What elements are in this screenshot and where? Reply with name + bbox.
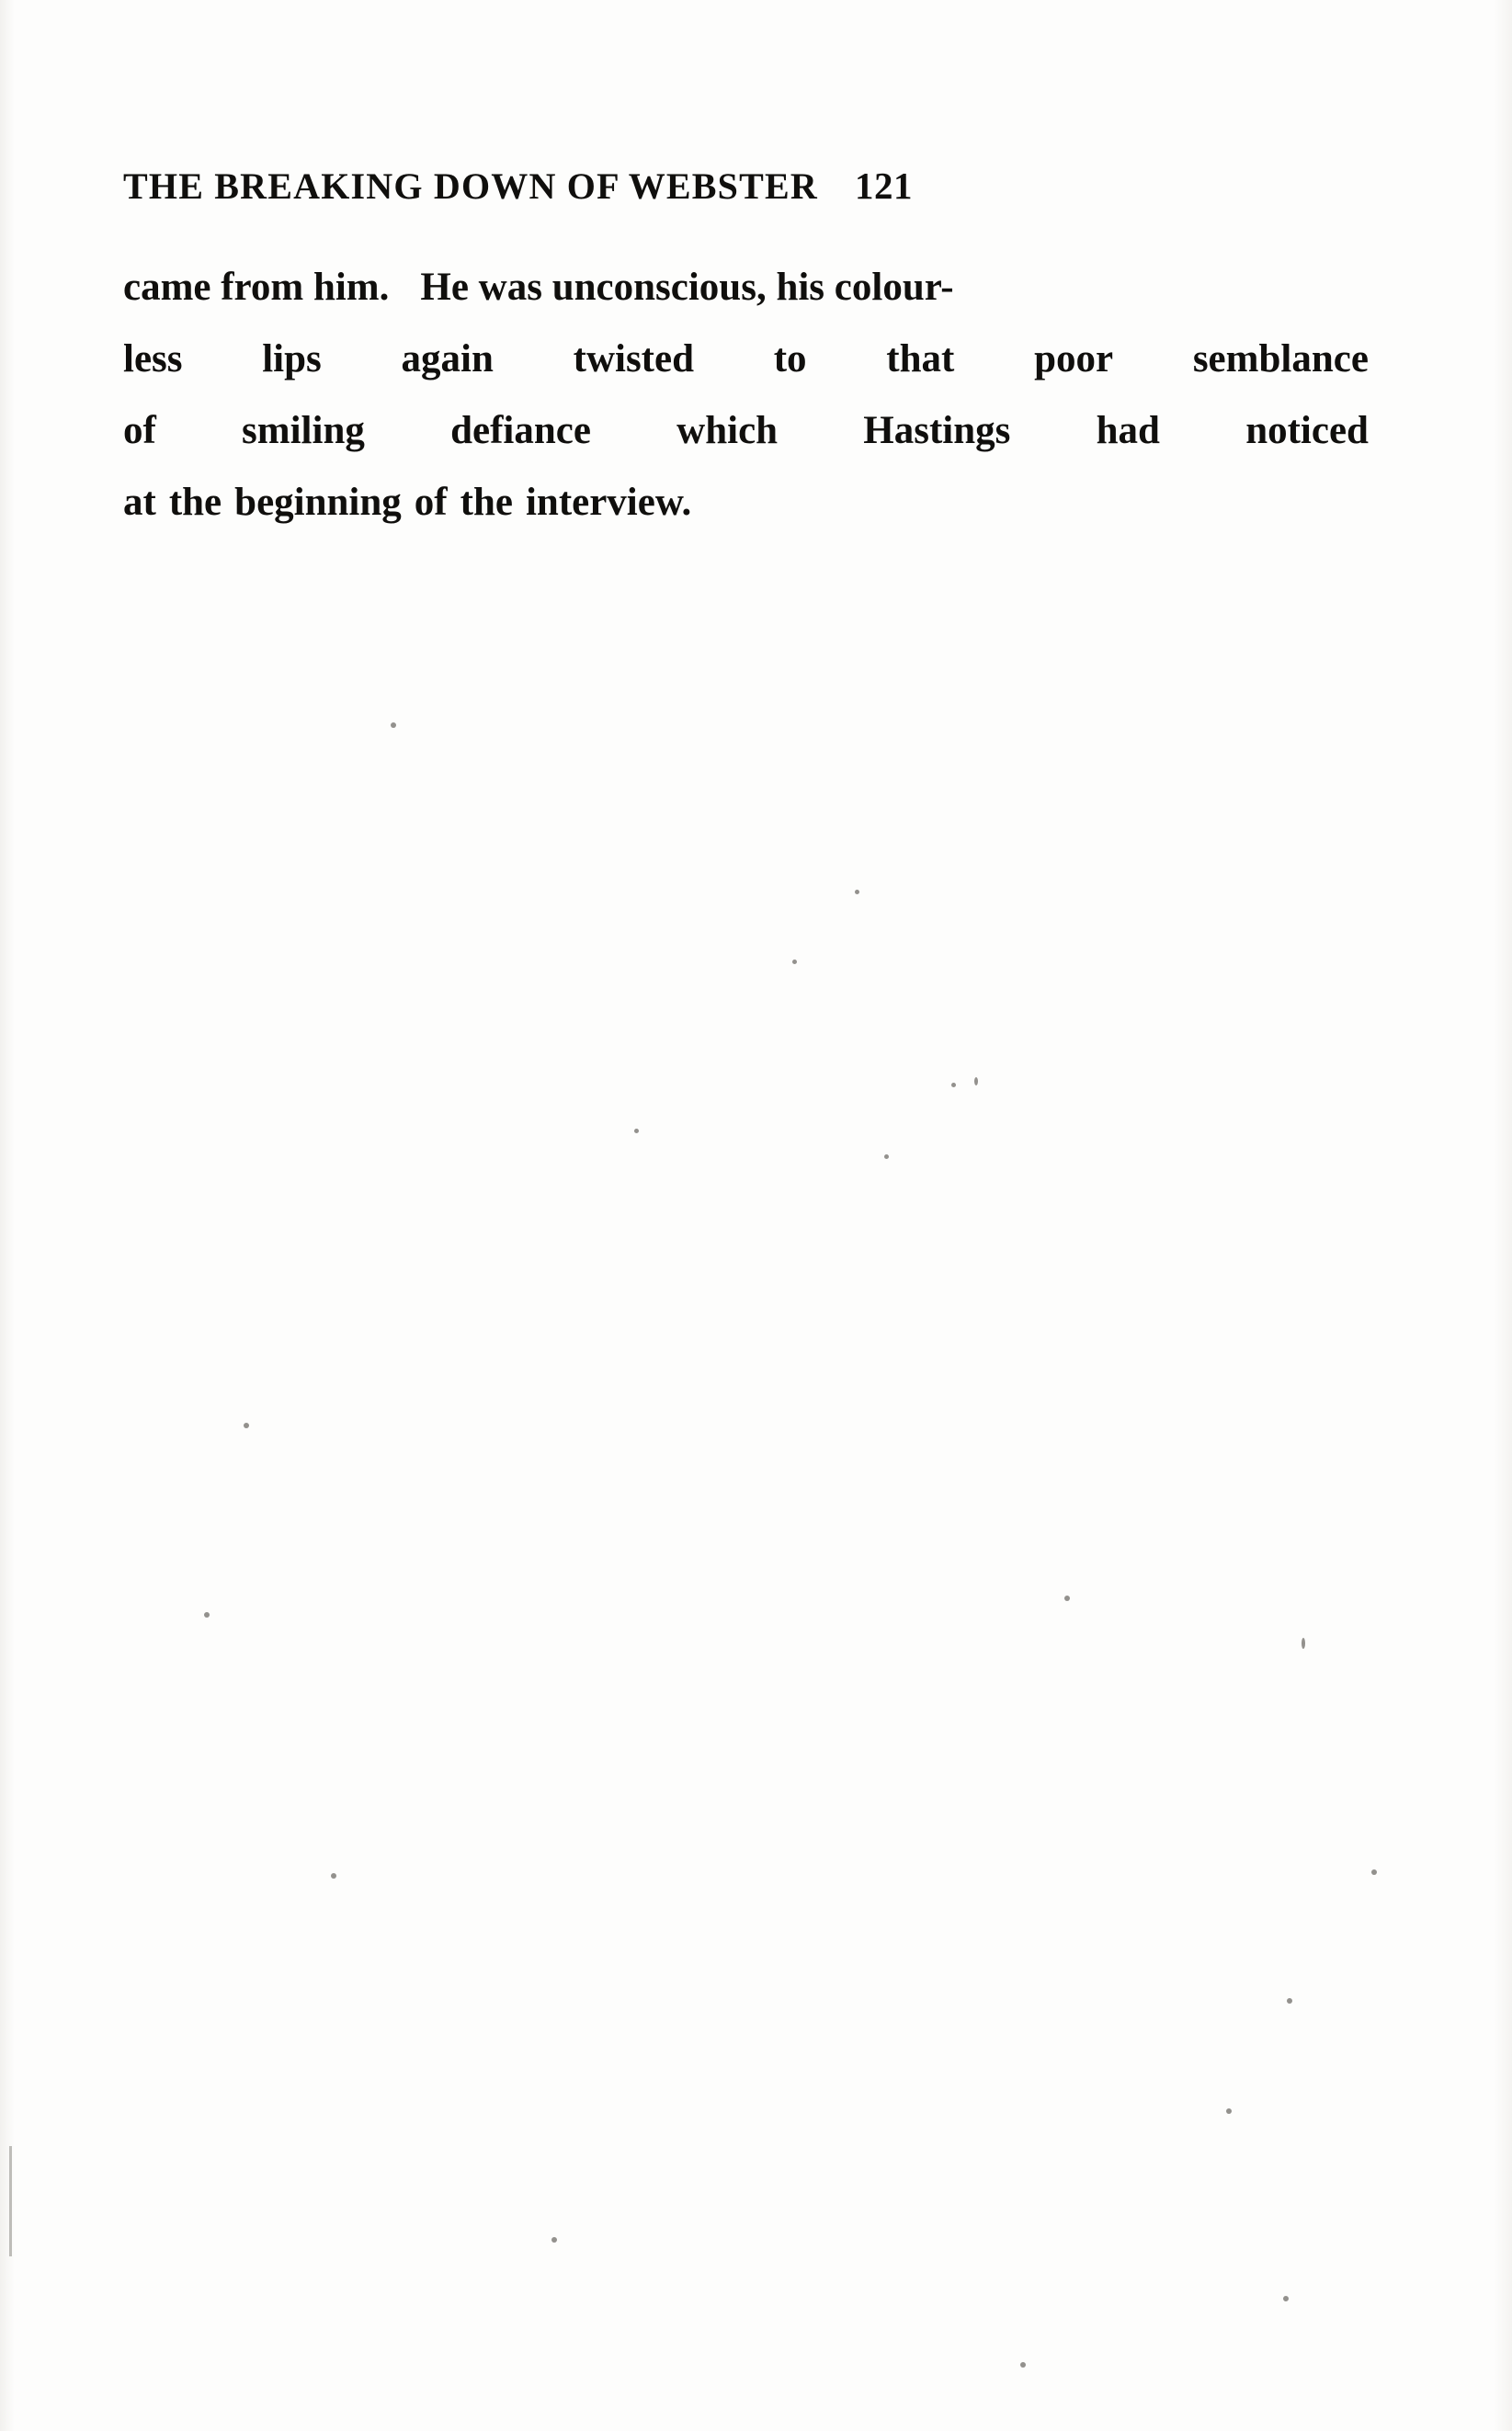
page-speck <box>974 1077 978 1085</box>
body-line <box>123 252 1369 324</box>
body-word: at <box>123 481 156 524</box>
page-speck <box>951 1083 956 1087</box>
body-word: twisted <box>573 337 694 381</box>
running-head-title: THE BREAKING DOWN OF WEBSTER <box>123 165 818 207</box>
body-paragraph <box>123 252 1369 539</box>
body-word: lips <box>262 337 322 381</box>
page-speck <box>634 1129 639 1133</box>
page-left-edge-shadow <box>0 0 15 2431</box>
body-word: beginning <box>234 481 402 524</box>
page-speck <box>1064 1596 1070 1601</box>
body-word: which <box>676 409 779 452</box>
body-word: that <box>886 337 955 381</box>
page-speck <box>792 960 797 964</box>
page-speck <box>391 722 396 728</box>
body-line <box>123 467 1369 539</box>
page-speck <box>1371 1869 1377 1875</box>
page-speck <box>855 890 859 894</box>
page-speck <box>1283 2296 1289 2301</box>
body-word: semblance <box>1192 337 1369 381</box>
body-line-segment: He was unconscious, his colour- <box>420 266 954 309</box>
body-word: noticed <box>1245 409 1369 452</box>
body-line-segment: came from him. <box>123 266 390 309</box>
page-speck <box>244 1423 249 1428</box>
page-number: 121 <box>854 165 913 207</box>
page-speck <box>331 1873 336 1879</box>
running-head <box>123 164 1373 208</box>
body-word: had <box>1096 409 1160 452</box>
body-word: less <box>123 337 183 381</box>
page-speck <box>1020 2362 1026 2368</box>
page-margin-scan-mark <box>9 2146 12 2256</box>
body-word: defiance <box>450 409 591 452</box>
page-speck <box>551 2237 557 2243</box>
body-word: the <box>168 481 222 524</box>
body-word: of <box>123 409 156 452</box>
page-speck <box>1287 1998 1292 2004</box>
body-line <box>123 324 1369 395</box>
page-speck <box>1226 2108 1232 2114</box>
page-right-edge-shadow <box>1494 0 1512 2431</box>
body-word: the <box>460 481 513 524</box>
body-line <box>123 395 1369 467</box>
body-word: of <box>414 481 448 524</box>
body-word: smiling <box>242 409 365 452</box>
body-word: interview. <box>525 481 692 524</box>
body-word: again <box>401 337 494 381</box>
page-speck <box>1302 1638 1305 1649</box>
page-speck <box>884 1154 889 1159</box>
body-word: Hastings <box>863 409 1011 452</box>
body-word: poor <box>1034 337 1114 381</box>
body-word: to <box>773 337 807 381</box>
page-speck <box>204 1612 210 1618</box>
page-content <box>123 164 1373 539</box>
